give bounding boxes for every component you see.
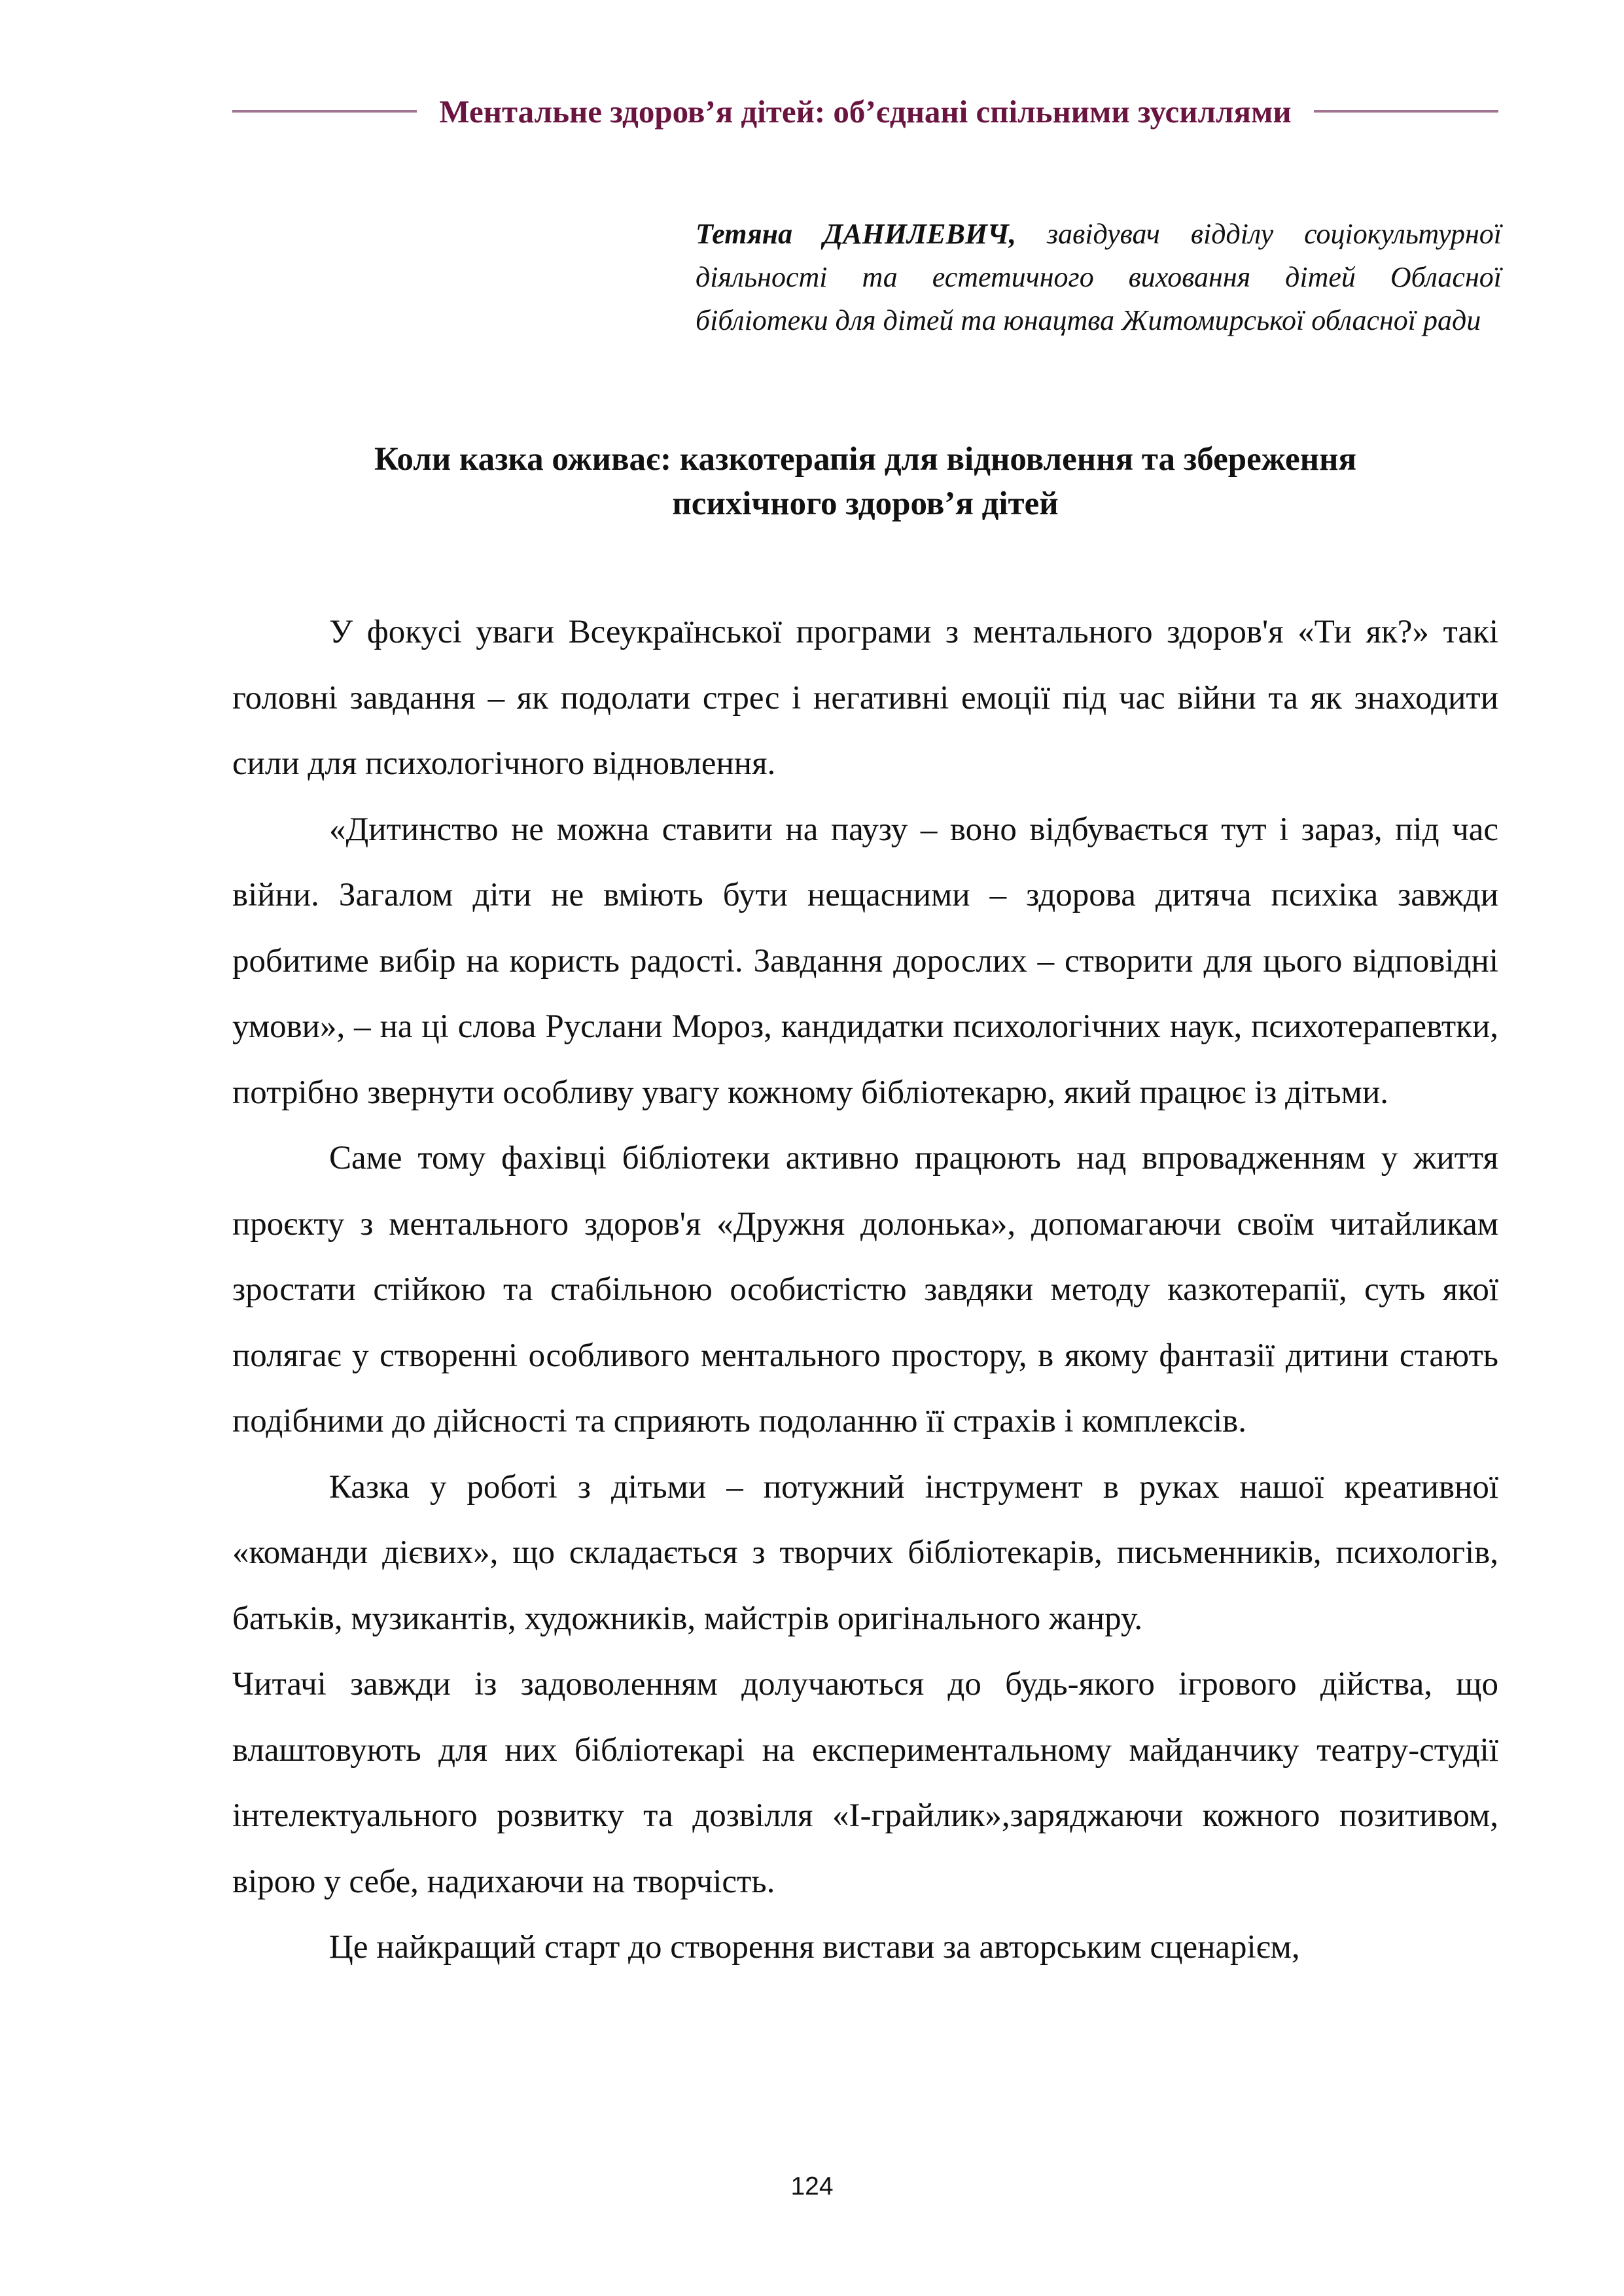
article-title-line-2: психічного здоров’я дітей: [672, 486, 1059, 522]
paragraph: Читачі завжди із задоволенням долучаються до будь-якого ігрового дійства, що влаштовують для них бібліотекарі на експериментальному майданчику театру-студії інтелектуального розвитку та дозвілля «І-грайлик»,заряджаючи кожного позитивом, вірою у себе, надихаючи на творчість.: [232, 1666, 1498, 1900]
running-header: [232, 85, 1498, 137]
paragraph: У фокусі уваги Всеукраїнської програми з ментального здоров'я «Ти як?» такі головні завдання – як подолати стрес і негативні емоції під час війни та як знаходити сили для психологічного відновлення.: [232, 614, 1498, 782]
article-title-line-1: Коли казка оживає: казкотерапія для відновлення та збереження: [374, 441, 1357, 478]
author-name: Тетяна ДАНИЛЕВИЧ,: [696, 218, 1016, 250]
page-number: 124: [790, 2172, 834, 2200]
paragraph: «Дитинство не можна ставити на паузу – воно відбувається тут і зараз, під час війни. Загалом діти не вміють бути нещасними – здорова дитяча психіка завжди робитиме вибір на користь радості. Завдання дорослих – створити для цього відповідні умови», – на ці слова Руслани Мороз, кандидатки психологічних наук, психотерапевтки, потрібно звернути особливу увагу кожному бібліотекарю, який працює із дітьми.: [232, 811, 1498, 1111]
header-rule-left: [232, 110, 417, 113]
paragraph: Казка у роботі з дітьми – потужний інструмент в руках нашої креативної «команди дієвих», що складається з творчих бібліотекарів, письменників, психологів, батьків, музикантів, художників, майстрів оригінального жанру.: [232, 1468, 1498, 1637]
header-rule-right: [1314, 110, 1498, 113]
running-header-title: Ментальне здоров’я дітей: об’єднані спільними зусиллями: [439, 93, 1292, 130]
author-position: завідувач відділу соціокультурної діяльності та естетичного виховання дітей Обласної бібліотеки для дітей та юнацтва Житомирської обласної ради: [696, 218, 1502, 336]
paragraph: Це найкращий старт до створення вистави за авторським сценарієм,: [329, 1929, 1300, 1966]
article-body: [232, 599, 1498, 1981]
paragraph: Саме тому фахівці бібліотеки активно працюють над впровадженням у життя проєкту з ментального здоров'я «Дружня долонька», допомагаючи своїм читайликам зростати стійкою та стабільною особистістю завдяки методу казкотерапії, суть якої полягає у створенні особливого ментального простору, в якому фантазії дитини стають подібними до дійсності та сприяють подоланню її страхів і комплексів.: [232, 1140, 1498, 1439]
author-block: [696, 213, 1502, 342]
article-title: [232, 437, 1498, 526]
